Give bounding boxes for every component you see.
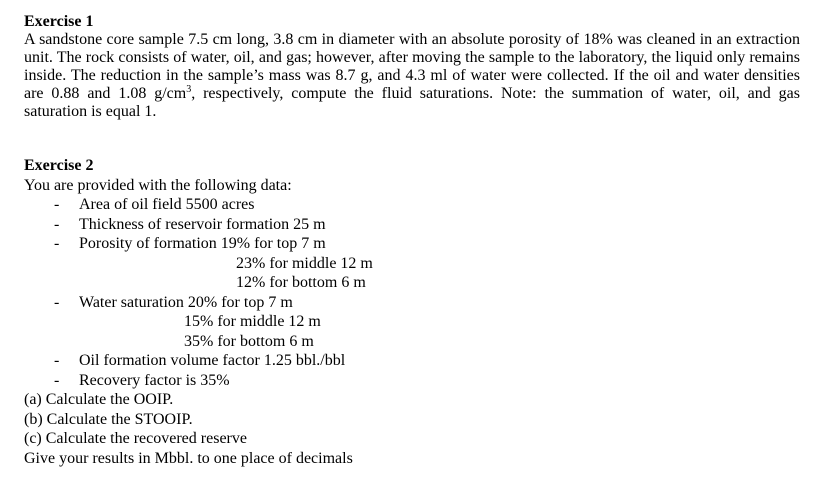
data-item-recovery-factor: [24, 371, 800, 391]
question-a: (a) Calculate the OOIP.: [24, 391, 174, 408]
exercise-2-intro: You are provided with the following data:: [24, 176, 292, 194]
exercise-1-body-text-end: , respectively, compute the fluid saturations. Note: the summation of water, oil, and gas saturation is equal 1.: [24, 85, 800, 120]
data-item-area: [24, 195, 800, 215]
data-item-text: Porosity of formation 19% for top 7 m: [79, 235, 326, 252]
data-item-porosity: [24, 234, 800, 254]
exercise-1-section: [24, 12, 800, 121]
data-item-thickness: [24, 215, 800, 235]
exercise-1-body-text: A sandstone core sample 7.5 cm long, 3.8 cm in diameter with an absolute porosity of 18% was cleaned in an extraction unit. The rock consists of water, oil, and gas; however, after moving the sample to the laboratory, the liquid only remains inside. The reduction in the sample’s mass was 8.7 g, and 4.3 ml of water were collected. If the oil and water densities are 0.88 and 1.08 g/cm: [24, 31, 800, 102]
bullet-dash: -: [54, 215, 60, 233]
data-item-text: Thickness of reservoir formation 25 m: [79, 215, 326, 233]
exercise-2-section: [24, 156, 800, 468]
closing-instruction: Give your results in Mbbl. to one place of decimals: [24, 449, 353, 467]
exercise-1-body: [24, 31, 800, 121]
bullet-dash: -: [54, 196, 60, 213]
data-item-text: Water saturation 20% for top 7 m: [79, 293, 293, 311]
exercise-1-title: Exercise 1: [24, 13, 94, 30]
cubic-superscript: 3: [186, 84, 192, 95]
data-item-text: Oil formation volume factor 1.25 bbl./bbl: [79, 352, 346, 369]
question-b: (b) Calculate the STOOIP.: [24, 410, 193, 428]
data-item-text: Area of oil field 5500 acres: [79, 196, 255, 213]
porosity-middle: 23% for middle 12 m: [236, 254, 373, 272]
porosity-bottom: 12% for bottom 6 m: [236, 274, 366, 291]
question-c: (c) Calculate the recovered reserve: [24, 430, 247, 447]
water-saturation-bottom: 35% for bottom 6 m: [184, 332, 314, 350]
bullet-dash: -: [54, 235, 60, 252]
data-item-water-saturation: [24, 293, 800, 313]
data-item-text: Recovery factor is 35%: [79, 371, 230, 389]
bullet-dash: -: [54, 371, 60, 389]
water-saturation-middle: 15% for middle 12 m: [184, 313, 321, 330]
bullet-dash: -: [54, 293, 60, 311]
exercise-2-title: Exercise 2: [24, 157, 94, 174]
bullet-dash: -: [54, 352, 60, 369]
data-item-oil-fvf: [24, 351, 800, 371]
